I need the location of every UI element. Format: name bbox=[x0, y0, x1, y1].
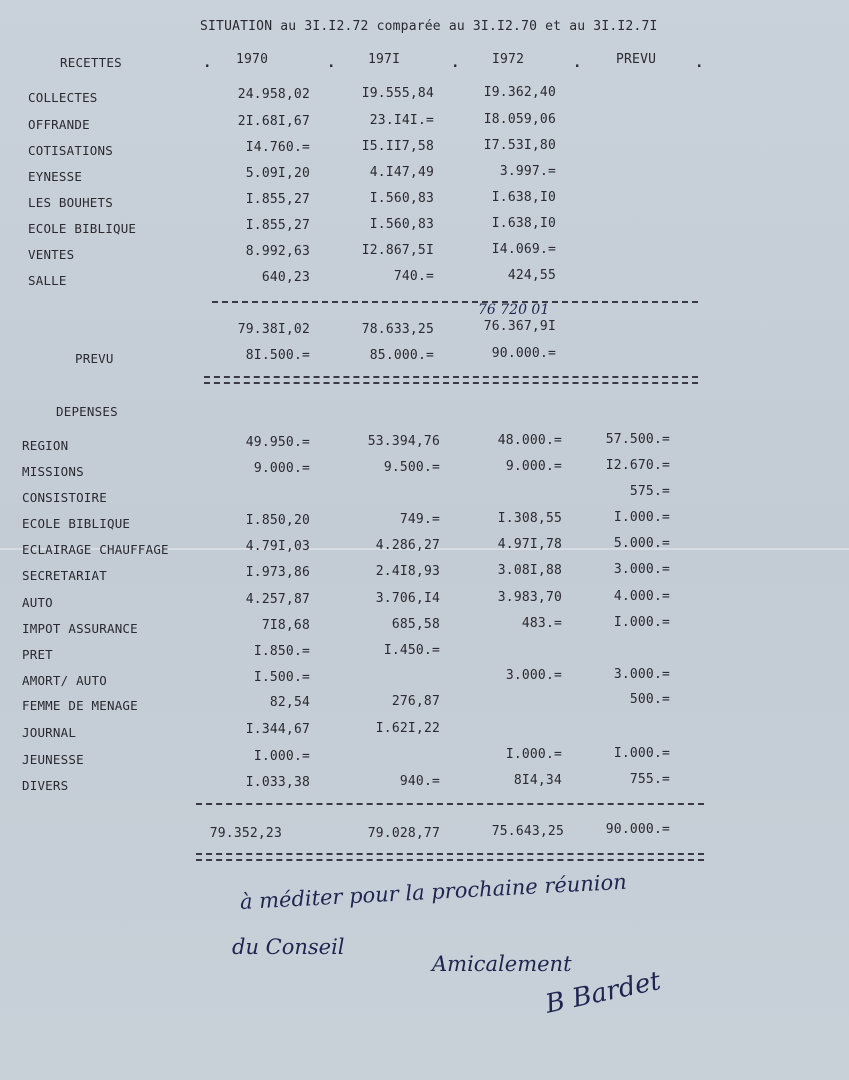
recettes-cell-1970: I4.760.= bbox=[245, 140, 310, 155]
depenses-double-rule bbox=[196, 853, 704, 861]
depenses-cell-prevu: I.000.= bbox=[613, 746, 670, 761]
recettes-header: RECETTES bbox=[60, 55, 122, 70]
depenses-cell-1972: I.000.= bbox=[505, 747, 562, 762]
depenses-cell-1970: 82,54 bbox=[269, 695, 310, 710]
depenses-cell-prevu: 4.000.= bbox=[613, 589, 670, 604]
recettes-row-label: OFFRANDE bbox=[28, 117, 90, 132]
separator-dot: . bbox=[695, 55, 704, 71]
recettes-row-label: VENTES bbox=[28, 247, 75, 262]
handwritten-signature: B Bardet bbox=[542, 966, 664, 1020]
recettes-cell-1971: 23.I4I.= bbox=[369, 113, 434, 128]
recettes-row-label: ECOLE BIBLIQUE bbox=[28, 221, 137, 236]
recettes-row-label: COTISATIONS bbox=[28, 143, 113, 158]
depenses-row-label: DIVERS bbox=[22, 778, 69, 793]
depenses-row-label: REGION bbox=[22, 438, 69, 453]
col-header-prevu: PREVU bbox=[616, 52, 657, 67]
depenses-header: DEPENSES bbox=[56, 404, 118, 419]
depenses-cell-1972: 48.000.= bbox=[497, 433, 562, 448]
prevu-1971: 85.000.= bbox=[369, 348, 434, 363]
depenses-total-1970: 79.352,23 bbox=[209, 826, 282, 841]
handwritten-closing: Amicalement bbox=[432, 952, 572, 976]
depenses-cell-prevu: 5.000.= bbox=[613, 536, 670, 551]
depenses-total-prevu: 90.000.= bbox=[605, 822, 670, 837]
separator-dot: . bbox=[573, 55, 582, 71]
recettes-cell-1971: I2.867,5I bbox=[361, 243, 434, 258]
recettes-cell-1970: I.855,27 bbox=[245, 218, 310, 233]
depenses-cell-1972: 3.08I,88 bbox=[497, 563, 562, 578]
depenses-cell-1971: 9.500.= bbox=[383, 460, 440, 475]
depenses-row-label: AMORT/ AUTO bbox=[22, 673, 107, 688]
recettes-cell-1970: 2I.68I,67 bbox=[237, 114, 310, 129]
recettes-cell-1972: I4.069.= bbox=[491, 242, 556, 257]
recettes-cell-1971: 740.= bbox=[393, 269, 434, 284]
depenses-cell-prevu: I.000.= bbox=[613, 510, 670, 525]
depenses-cell-1970: I.973,86 bbox=[245, 565, 310, 580]
depenses-cell-1972: 4.97I,78 bbox=[497, 537, 562, 552]
depenses-row-label: IMPOT ASSURANCE bbox=[22, 621, 138, 636]
depenses-cell-1972: 3.000.= bbox=[505, 668, 562, 683]
recettes-cell-1972: 3.997.= bbox=[499, 164, 556, 179]
depenses-cell-1971: I.450.= bbox=[383, 643, 440, 658]
depenses-cell-prevu: 3.000.= bbox=[613, 562, 670, 577]
depenses-cell-prevu: 3.000.= bbox=[613, 667, 670, 682]
col-header-1970: 1970 bbox=[236, 52, 269, 67]
recettes-cell-1972: I9.362,40 bbox=[483, 85, 556, 100]
recettes-cell-1972: I.638,I0 bbox=[491, 216, 556, 231]
recettes-cell-1971: I.560,83 bbox=[369, 217, 434, 232]
recettes-cell-1971: I9.555,84 bbox=[361, 86, 434, 101]
recettes-cell-1971: I.560,83 bbox=[369, 191, 434, 206]
separator-dot: . bbox=[203, 55, 212, 71]
depenses-row-label: SECRETARIAT bbox=[22, 568, 107, 583]
depenses-row-label: ECLAIRAGE CHAUFFAGE bbox=[22, 542, 169, 557]
recettes-row-label: SALLE bbox=[28, 273, 67, 288]
depenses-cell-prevu: 575.= bbox=[629, 484, 670, 499]
recettes-cell-1971: 4.I47,49 bbox=[369, 165, 434, 180]
depenses-cell-1970: 4.257,87 bbox=[245, 592, 310, 607]
depenses-cell-1970: 7I8,68 bbox=[261, 618, 310, 633]
depenses-cell-1971: 940.= bbox=[399, 774, 440, 789]
depenses-cell-prevu: I2.670.= bbox=[605, 458, 670, 473]
depenses-row-label: JOURNAL bbox=[22, 725, 77, 740]
depenses-cell-1972: I.308,55 bbox=[497, 511, 562, 526]
recettes-row-label: EYNESSE bbox=[28, 169, 83, 184]
depenses-cell-1971: 276,87 bbox=[391, 694, 440, 709]
depenses-cell-prevu: I.000.= bbox=[613, 615, 670, 630]
col-header-1971: 197I bbox=[368, 52, 401, 67]
depenses-subtotal-rule bbox=[196, 803, 704, 805]
depenses-cell-prevu: 57.500.= bbox=[605, 432, 670, 447]
depenses-cell-1970: I.850,20 bbox=[245, 513, 310, 528]
depenses-cell-1970: 9.000.= bbox=[253, 461, 310, 476]
depenses-cell-1970: 4.79I,03 bbox=[245, 539, 310, 554]
depenses-cell-1970: 49.950.= bbox=[245, 435, 310, 450]
depenses-cell-1970: I.000.= bbox=[253, 749, 310, 764]
recettes-total-1972: 76.367,9I bbox=[483, 319, 556, 334]
depenses-cell-1971: 2.4I8,93 bbox=[375, 564, 440, 579]
depenses-cell-1972: 8I4,34 bbox=[513, 773, 562, 788]
recettes-row-label: LES BOUHETS bbox=[28, 195, 113, 210]
depenses-cell-1971: 685,58 bbox=[391, 617, 440, 632]
handwritten-total-correction: 76 720 01 bbox=[478, 302, 550, 318]
depenses-row-label: JEUNESSE bbox=[22, 752, 84, 767]
depenses-cell-1970: I.344,67 bbox=[245, 722, 310, 737]
depenses-row-label: MISSIONS bbox=[22, 464, 84, 479]
recettes-cell-1970: I.855,27 bbox=[245, 192, 310, 207]
depenses-cell-1970: I.033,38 bbox=[245, 775, 310, 790]
recettes-cell-1970: 8.992,63 bbox=[245, 244, 310, 259]
recettes-total-1971: 78.633,25 bbox=[361, 322, 434, 337]
depenses-cell-1970: I.500.= bbox=[253, 670, 310, 685]
recettes-cell-1971: I5.II7,58 bbox=[361, 139, 434, 154]
recettes-cell-1972: 424,55 bbox=[507, 268, 556, 283]
separator-dot: . bbox=[451, 55, 460, 71]
prevu-1972: 90.000.= bbox=[491, 346, 556, 361]
depenses-cell-1971: 53.394,76 bbox=[367, 434, 440, 449]
handwritten-note-line2: du Conseil bbox=[232, 935, 345, 959]
depenses-cell-prevu: 755.= bbox=[629, 772, 670, 787]
recettes-row-label: COLLECTES bbox=[28, 90, 98, 105]
depenses-cell-1970: I.850.= bbox=[253, 644, 310, 659]
depenses-total-1972: 75.643,25 bbox=[491, 824, 564, 839]
depenses-cell-1972: 3.983,70 bbox=[497, 590, 562, 605]
separator-dot: . bbox=[327, 55, 336, 71]
recettes-cell-1970: 5.09I,20 bbox=[245, 166, 310, 181]
depenses-row-label: PRET bbox=[22, 647, 53, 662]
recettes-cell-1970: 24.958,02 bbox=[237, 87, 310, 102]
depenses-row-label: CONSISTOIRE bbox=[22, 490, 107, 505]
document-title: SITUATION au 3I.I2.72 comparée au 3I.I2.70 et au 3I.I2.7I bbox=[200, 19, 658, 34]
recettes-cell-1972: I8.059,06 bbox=[483, 112, 556, 127]
depenses-row-label: FEMME DE MENAGE bbox=[22, 698, 138, 713]
depenses-total-1971: 79.028,77 bbox=[367, 826, 440, 841]
depenses-row-label: AUTO bbox=[22, 595, 53, 610]
depenses-cell-1972: 9.000.= bbox=[505, 459, 562, 474]
prevu-1970: 8I.500.= bbox=[245, 348, 310, 363]
col-header-1972: I972 bbox=[492, 52, 525, 67]
depenses-cell-prevu: 500.= bbox=[629, 692, 670, 707]
recettes-cell-1972: I7.53I,80 bbox=[483, 138, 556, 153]
depenses-cell-1971: 749.= bbox=[399, 512, 440, 527]
depenses-cell-1971: I.62I,22 bbox=[375, 721, 440, 736]
recettes-cell-1972: I.638,I0 bbox=[491, 190, 556, 205]
handwritten-note-line1: à méditer pour la prochaine réunion bbox=[239, 869, 628, 914]
recettes-double-rule bbox=[204, 376, 698, 384]
recettes-cell-1970: 640,23 bbox=[261, 270, 310, 285]
recettes-subtotal-rule bbox=[212, 301, 698, 303]
depenses-cell-1972: 483.= bbox=[521, 616, 562, 631]
depenses-cell-1971: 3.706,I4 bbox=[375, 591, 440, 606]
depenses-cell-1971: 4.286,27 bbox=[375, 538, 440, 553]
recettes-total-1970: 79.38I,02 bbox=[237, 322, 310, 337]
depenses-row-label: ECOLE BIBLIQUE bbox=[22, 516, 131, 531]
prevu-label: PREVU bbox=[75, 351, 114, 366]
